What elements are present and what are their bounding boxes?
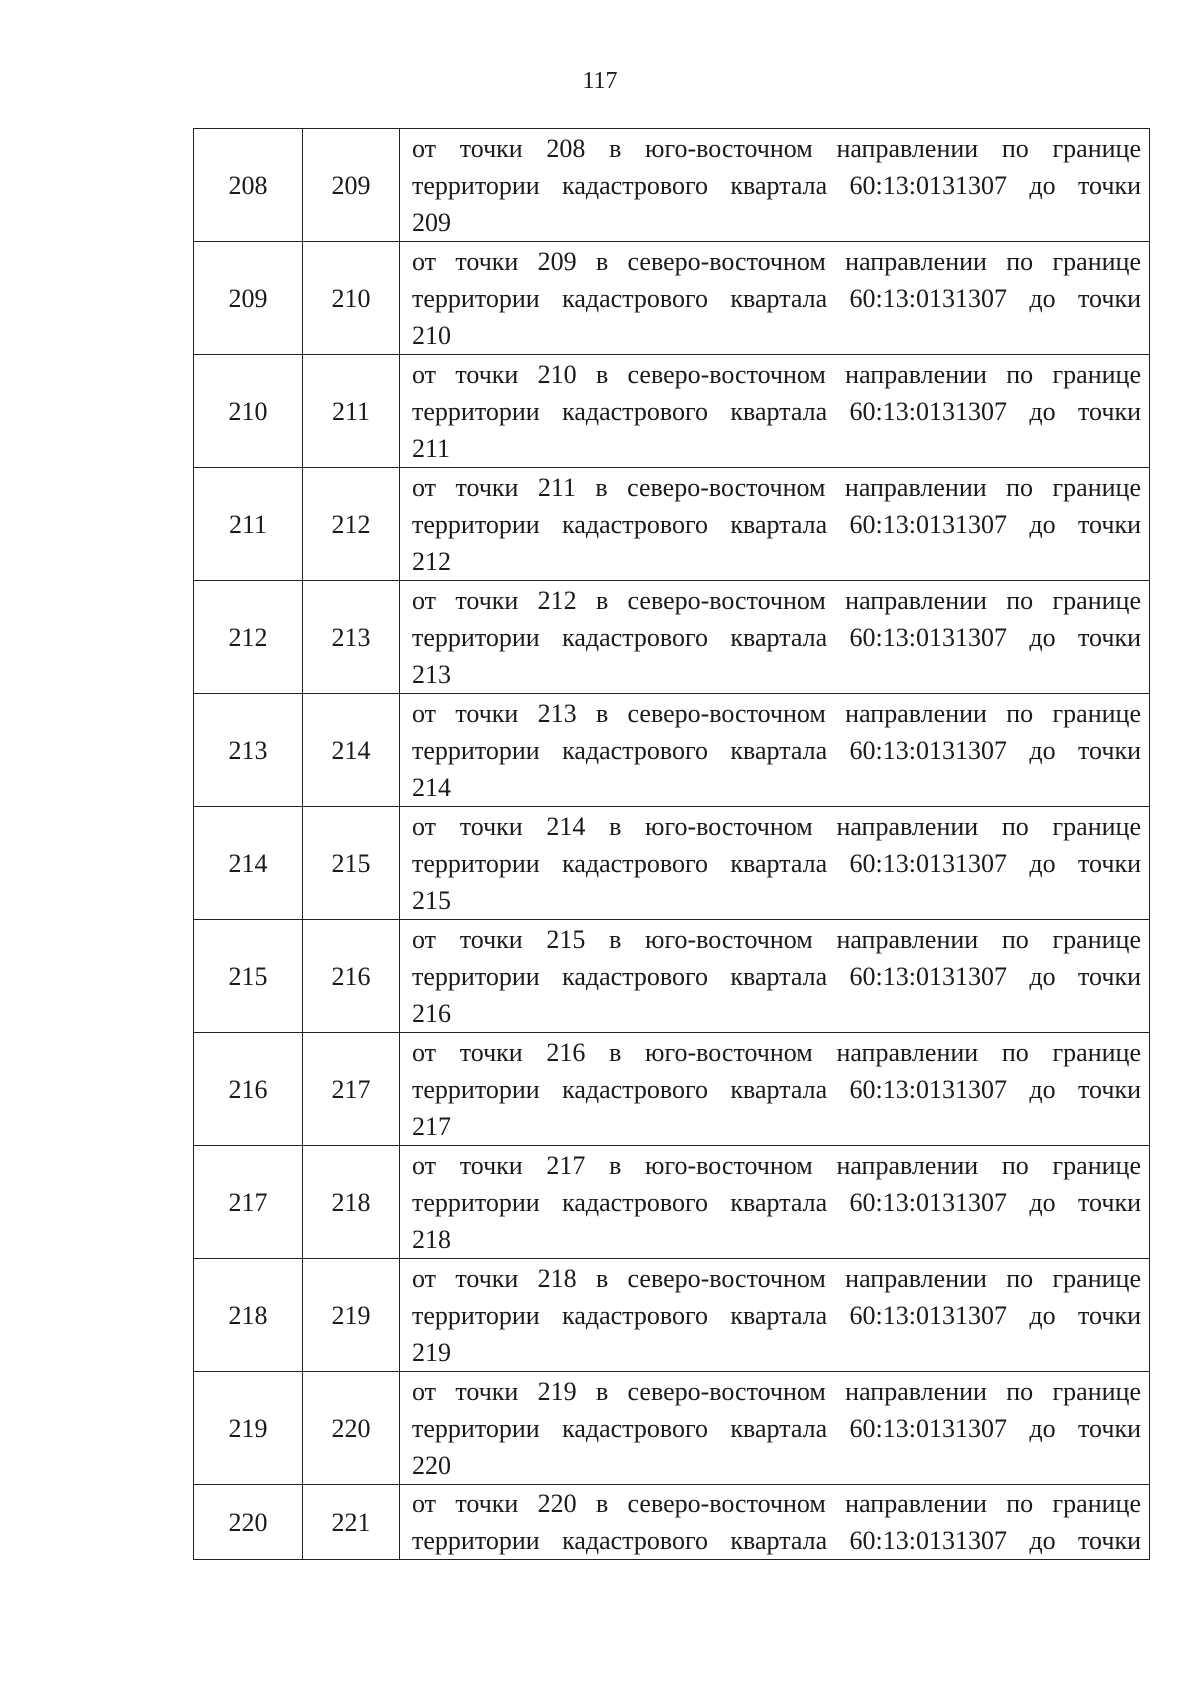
description-line-1: от точки 217 в юго-восточном направлении по границе (412, 1150, 1141, 1180)
table-row (194, 694, 1150, 807)
table-row (194, 581, 1150, 694)
description-line-2: территории кадастрового квартала 60:13:0131307 до точки (412, 1074, 1141, 1104)
to-point-cell: 218 (303, 1146, 400, 1259)
table-row (194, 468, 1150, 581)
table-row (194, 1146, 1150, 1259)
description-line-3: 219 (412, 1337, 451, 1367)
to-point-cell: 215 (303, 807, 400, 920)
description-line-2: территории кадастрового квартала 60:13:0131307 до точки (412, 396, 1141, 426)
description-line-3: 213 (412, 659, 451, 689)
description-cell (400, 694, 1150, 807)
table-row (194, 807, 1150, 920)
description-line-3: 214 (412, 772, 451, 802)
to-point-cell: 217 (303, 1033, 400, 1146)
description-line-2: территории кадастрового квартала 60:13:0131307 до точки (412, 1187, 1141, 1217)
description-line-2: территории кадастрового квартала 60:13:0131307 до точки (412, 1526, 1141, 1555)
description-line-2: территории кадастрового квартала 60:13:0131307 до точки (412, 622, 1141, 652)
description-cell (400, 129, 1150, 242)
description-line-1: от точки 209 в северо-восточном направлении по границе (412, 246, 1141, 276)
description-line-2: территории кадастрового квартала 60:13:0131307 до точки (412, 848, 1141, 878)
from-point-cell: 217 (194, 1146, 303, 1259)
description-line-2: территории кадастрового квартала 60:13:0131307 до точки (412, 735, 1141, 765)
to-point-cell: 214 (303, 694, 400, 807)
description-line-2: территории кадастрового квартала 60:13:0131307 до точки (412, 1413, 1141, 1443)
description-cell (400, 468, 1150, 581)
description-cell (400, 1146, 1150, 1259)
description-line-1: от точки 220 в северо-восточном направлении по границе (412, 1489, 1141, 1518)
description-cell (400, 1485, 1150, 1560)
to-point-cell: 211 (303, 355, 400, 468)
to-point-cell: 210 (303, 242, 400, 355)
table-row (194, 1033, 1150, 1146)
table-row (194, 355, 1150, 468)
table-row (194, 242, 1150, 355)
from-point-cell: 212 (194, 581, 303, 694)
table-row (194, 1372, 1150, 1485)
from-point-cell: 208 (194, 129, 303, 242)
description-cell (400, 1033, 1150, 1146)
to-point-cell: 221 (303, 1485, 400, 1560)
from-point-cell: 210 (194, 355, 303, 468)
description-line-2: территории кадастрового квартала 60:13:0131307 до точки (412, 1300, 1141, 1330)
description-cell (400, 581, 1150, 694)
description-line-1: от точки 212 в северо-восточном направлении по границе (412, 585, 1141, 615)
description-line-3: 218 (412, 1224, 451, 1254)
table-row (194, 1485, 1150, 1560)
description-cell (400, 1259, 1150, 1372)
description-line-3: 212 (412, 546, 451, 576)
description-line-1: от точки 210 в северо-восточном направлении по границе (412, 359, 1141, 389)
boundary-table-body (194, 129, 1150, 1560)
description-line-1: от точки 218 в северо-восточном направлении по границе (412, 1263, 1141, 1293)
description-line-2: территории кадастрового квартала 60:13:0131307 до точки (412, 170, 1141, 200)
description-cell (400, 920, 1150, 1033)
boundary-table (193, 128, 1150, 1560)
from-point-cell: 220 (194, 1485, 303, 1560)
description-cell (400, 355, 1150, 468)
description-line-1: от точки 214 в юго-восточном направлении по границе (412, 811, 1141, 841)
description-line-1: от точки 208 в юго-восточном направлении по границе (412, 133, 1141, 163)
table-row (194, 1259, 1150, 1372)
description-cell (400, 807, 1150, 920)
description-line-3: 220 (412, 1450, 451, 1480)
description-line-2: территории кадастрового квартала 60:13:0131307 до точки (412, 283, 1141, 313)
from-point-cell: 218 (194, 1259, 303, 1372)
description-cell (400, 242, 1150, 355)
from-point-cell: 215 (194, 920, 303, 1033)
to-point-cell: 213 (303, 581, 400, 694)
description-line-2: территории кадастрового квартала 60:13:0131307 до точки (412, 961, 1141, 991)
to-point-cell: 220 (303, 1372, 400, 1485)
description-line-1: от точки 216 в юго-восточном направлении по границе (412, 1037, 1141, 1067)
description-line-3: 211 (412, 433, 451, 463)
description-line-3: 217 (412, 1111, 451, 1141)
from-point-cell: 213 (194, 694, 303, 807)
description-line-3: 216 (412, 998, 451, 1028)
description-line-1: от точки 213 в северо-восточном направлении по границе (412, 698, 1141, 728)
to-point-cell: 209 (303, 129, 400, 242)
to-point-cell: 212 (303, 468, 400, 581)
from-point-cell: 209 (194, 242, 303, 355)
table-row (194, 920, 1150, 1033)
description-line-2: территории кадастрового квартала 60:13:0131307 до точки (412, 509, 1141, 539)
description-line-1: от точки 219 в северо-восточном направлении по границе (412, 1376, 1141, 1406)
description-line-1: от точки 215 в юго-восточном направлении по границе (412, 924, 1141, 954)
table-row (194, 129, 1150, 242)
page-number: 117 (582, 68, 618, 94)
from-point-cell: 219 (194, 1372, 303, 1485)
from-point-cell: 211 (194, 468, 303, 581)
description-line-3: 209 (412, 207, 451, 237)
to-point-cell: 216 (303, 920, 400, 1033)
description-cell (400, 1372, 1150, 1485)
from-point-cell: 214 (194, 807, 303, 920)
description-line-1: от точки 211 в северо-восточном направлении по границе (412, 472, 1141, 502)
to-point-cell: 219 (303, 1259, 400, 1372)
from-point-cell: 216 (194, 1033, 303, 1146)
description-line-3: 215 (412, 885, 451, 915)
description-line-3: 210 (412, 320, 451, 350)
